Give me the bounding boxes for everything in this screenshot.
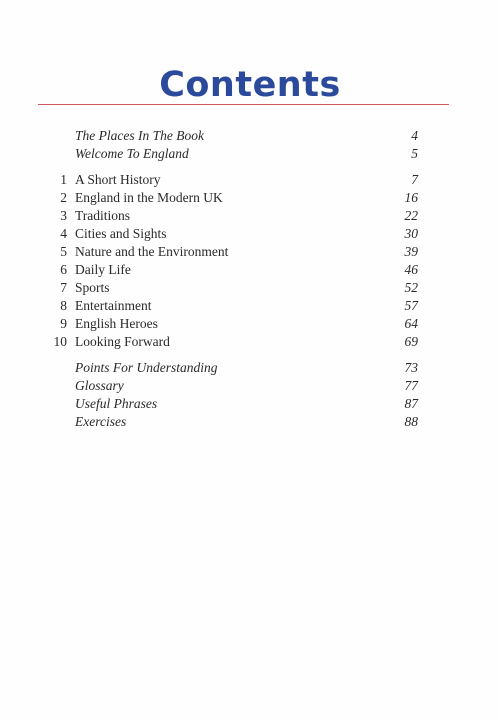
toc-entry-title: Traditions: [75, 208, 131, 223]
chapter-number: 8: [60, 298, 67, 313]
toc-entry-title: Useful Phrases: [75, 396, 158, 411]
toc-entry[interactable]: [0, 225, 500, 243]
toc-entry[interactable]: [0, 171, 500, 189]
toc-entry[interactable]: [0, 395, 500, 413]
toc-entry-title: Daily Life: [75, 262, 131, 277]
chapter-number: 10: [53, 334, 67, 349]
toc-entry-title: Looking Forward: [75, 334, 170, 349]
toc-entry-title: Exercises: [75, 414, 127, 429]
title-underline: [38, 104, 449, 105]
toc-entry-title: England in the Modern UK: [75, 190, 223, 205]
toc-entry[interactable]: [0, 413, 500, 431]
toc-entry-title: A Short History: [75, 172, 161, 187]
toc-entry[interactable]: [0, 377, 500, 395]
toc-entry[interactable]: [0, 127, 500, 145]
toc-entry[interactable]: [0, 359, 500, 377]
toc-entry-page: 22: [404, 208, 418, 223]
toc-entry-title: Welcome To England: [75, 146, 189, 161]
chapter-number: 1: [60, 172, 67, 187]
toc-entry-page: 73: [404, 360, 418, 375]
toc-entry-page: 87: [404, 396, 418, 411]
toc-entry-page: 7: [411, 172, 418, 187]
toc-entry-title: Points For Understanding: [75, 360, 218, 375]
chapter-number: 4: [60, 226, 67, 241]
toc-entry[interactable]: [0, 207, 500, 225]
toc-entry-title: Sports: [75, 280, 110, 295]
toc-entry-page: 88: [404, 414, 418, 429]
toc-entry-page: 39: [404, 244, 418, 259]
toc-entry-page: 16: [404, 190, 418, 205]
chapter-number: 5: [60, 244, 67, 259]
toc-entry-page: 46: [404, 262, 418, 277]
toc-entry-page: 57: [404, 298, 418, 313]
chapter-number: 3: [60, 208, 67, 223]
toc-entry-page: 52: [404, 280, 418, 295]
toc-entry[interactable]: [0, 145, 500, 163]
toc-entry-page: 64: [404, 316, 418, 331]
chapter-number: 9: [60, 316, 67, 331]
chapter-number: 2: [60, 190, 67, 205]
toc-entry[interactable]: [0, 297, 500, 315]
toc-entry[interactable]: [0, 243, 500, 261]
toc-entry-page: 30: [404, 226, 418, 241]
toc-entry-page: 5: [411, 146, 418, 161]
toc-entry[interactable]: [0, 279, 500, 297]
toc-entry-title: The Places In The Book: [75, 128, 204, 143]
toc-entry[interactable]: [0, 315, 500, 333]
toc-entry-title: Nature and the Environment: [75, 244, 229, 259]
toc-entry[interactable]: [0, 333, 500, 351]
toc-entry[interactable]: [0, 189, 500, 207]
toc-entry-title: English Heroes: [75, 316, 158, 331]
toc-entry-page: 69: [404, 334, 418, 349]
toc-entry-title: Cities and Sights: [75, 226, 167, 241]
chapter-number: 7: [60, 280, 67, 295]
toc-entry-title: Entertainment: [75, 298, 152, 313]
toc-entry-page: 77: [404, 378, 418, 393]
page-title: Contents: [159, 65, 341, 105]
toc-entry[interactable]: [0, 261, 500, 279]
toc-entry-page: 4: [411, 128, 418, 143]
toc-entry-title: Glossary: [75, 378, 124, 393]
chapter-number: 6: [60, 262, 67, 277]
